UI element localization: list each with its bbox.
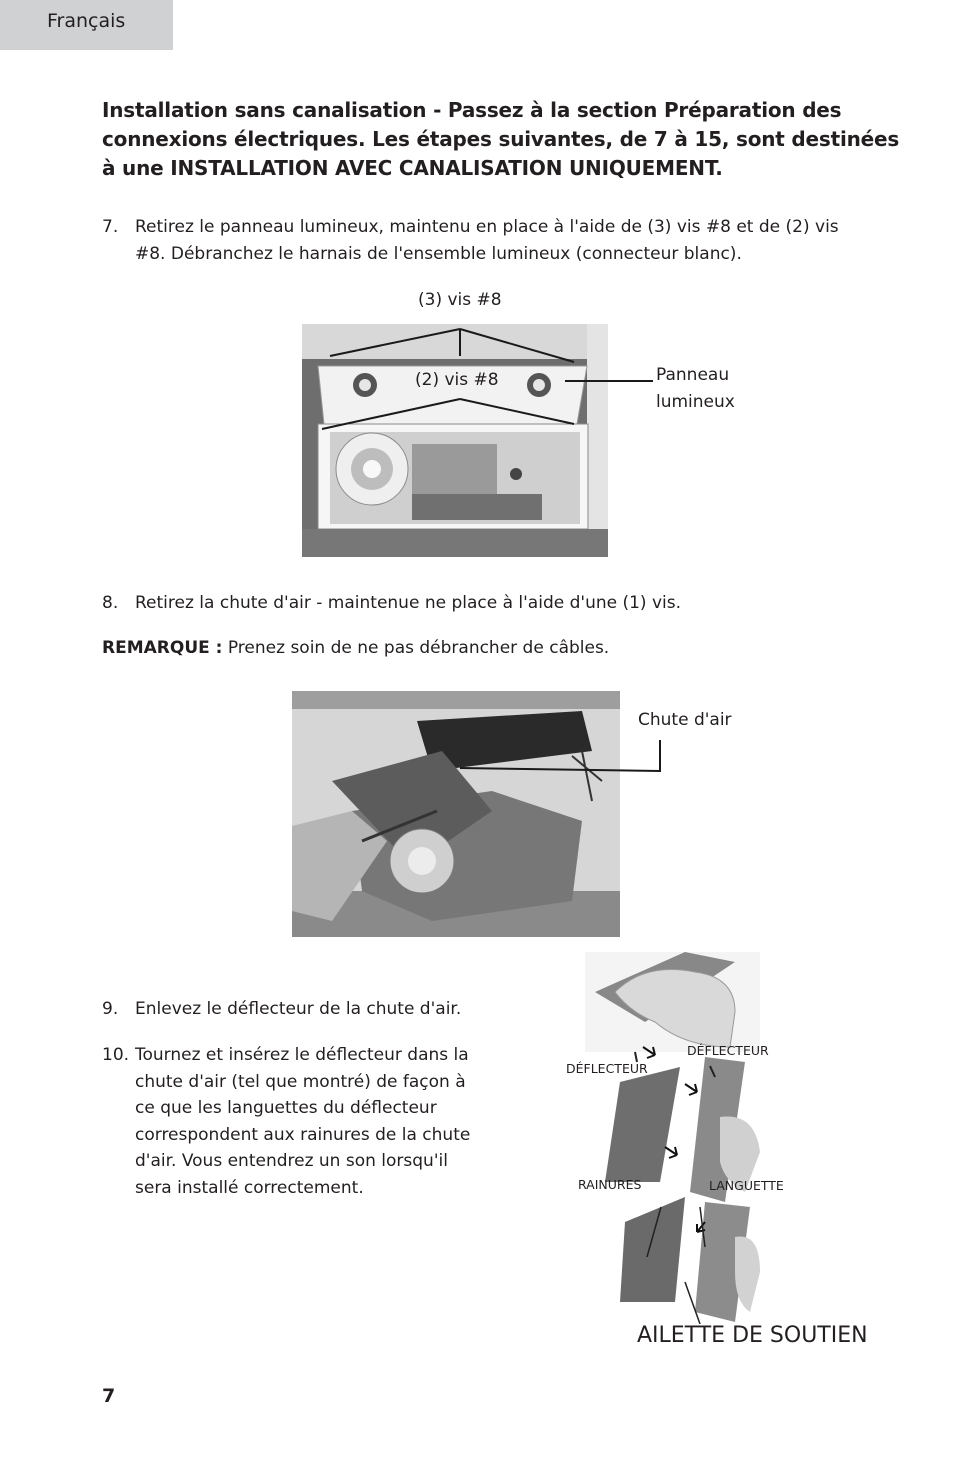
step-8 [102, 590, 862, 617]
step-number: 7. [102, 217, 119, 237]
light-panel-photo [302, 324, 608, 557]
label-slots: RAINURES [578, 1177, 642, 1192]
label-two-screws: (2) vis #8 [415, 370, 499, 390]
deflector-photo [585, 952, 760, 1324]
label-deflector-right: DÉFLECTEUR [687, 1043, 769, 1058]
note-label: REMARQUE : [102, 638, 223, 658]
section-heading: Installation sans canalisation - Passez à la section Préparation des connexions électriques. Les étapes suivantes, de 7 à 15, sont destinées à une INSTALLATION AVEC CANALISATION UNIQUEMENT. [102, 98, 900, 180]
step-number: 9. [102, 999, 119, 1019]
language-tab: Français [0, 0, 173, 50]
step-9 [102, 996, 502, 1023]
label-air-chute: Chute d'air [638, 710, 732, 730]
label-tab: LANGUETTE [709, 1178, 784, 1193]
note [102, 635, 609, 661]
step-text: Retirez la chute d'air - maintenue ne place à l'aide d'une (1) vis. [135, 593, 682, 613]
step-number: 10. [102, 1045, 130, 1065]
note-text: Prenez soin de ne pas débrancher de câbles. [227, 638, 610, 658]
step-text: Tournez et insérez le déflecteur dans la chute d'air (tel que montré) de façon à ce que les languettes du déflecteur correspondent aux rainures de la chute d'air. Vous entendrez un son lorsqu'il sera installé correctement. [135, 1045, 471, 1198]
panel-leader-line [565, 378, 653, 384]
label-panel-line2: lumineux [656, 392, 735, 412]
step-10 [102, 1042, 482, 1201]
step-7 [102, 214, 862, 267]
page-number: 7 [102, 1385, 116, 1407]
step-number: 8. [102, 593, 119, 613]
air-chute-leader-line [460, 740, 666, 776]
label-three-screws: (3) vis #8 [418, 290, 502, 310]
step-text: Enlevez le déflecteur de la chute d'air. [135, 999, 462, 1019]
air-chute-photo [292, 691, 620, 937]
label-support-fin: AILETTE DE SOUTIEN [637, 1323, 868, 1348]
step-text: Retirez le panneau lumineux, maintenu en place à l'aide de (3) vis #8 et de (2) vis #8. Débranchez le harnais de l'ensemble lumineux (connecteur blanc). [135, 217, 839, 264]
label-panel-line1: Panneau [656, 365, 730, 385]
label-deflector-left: DÉFLECTEUR [566, 1061, 648, 1076]
